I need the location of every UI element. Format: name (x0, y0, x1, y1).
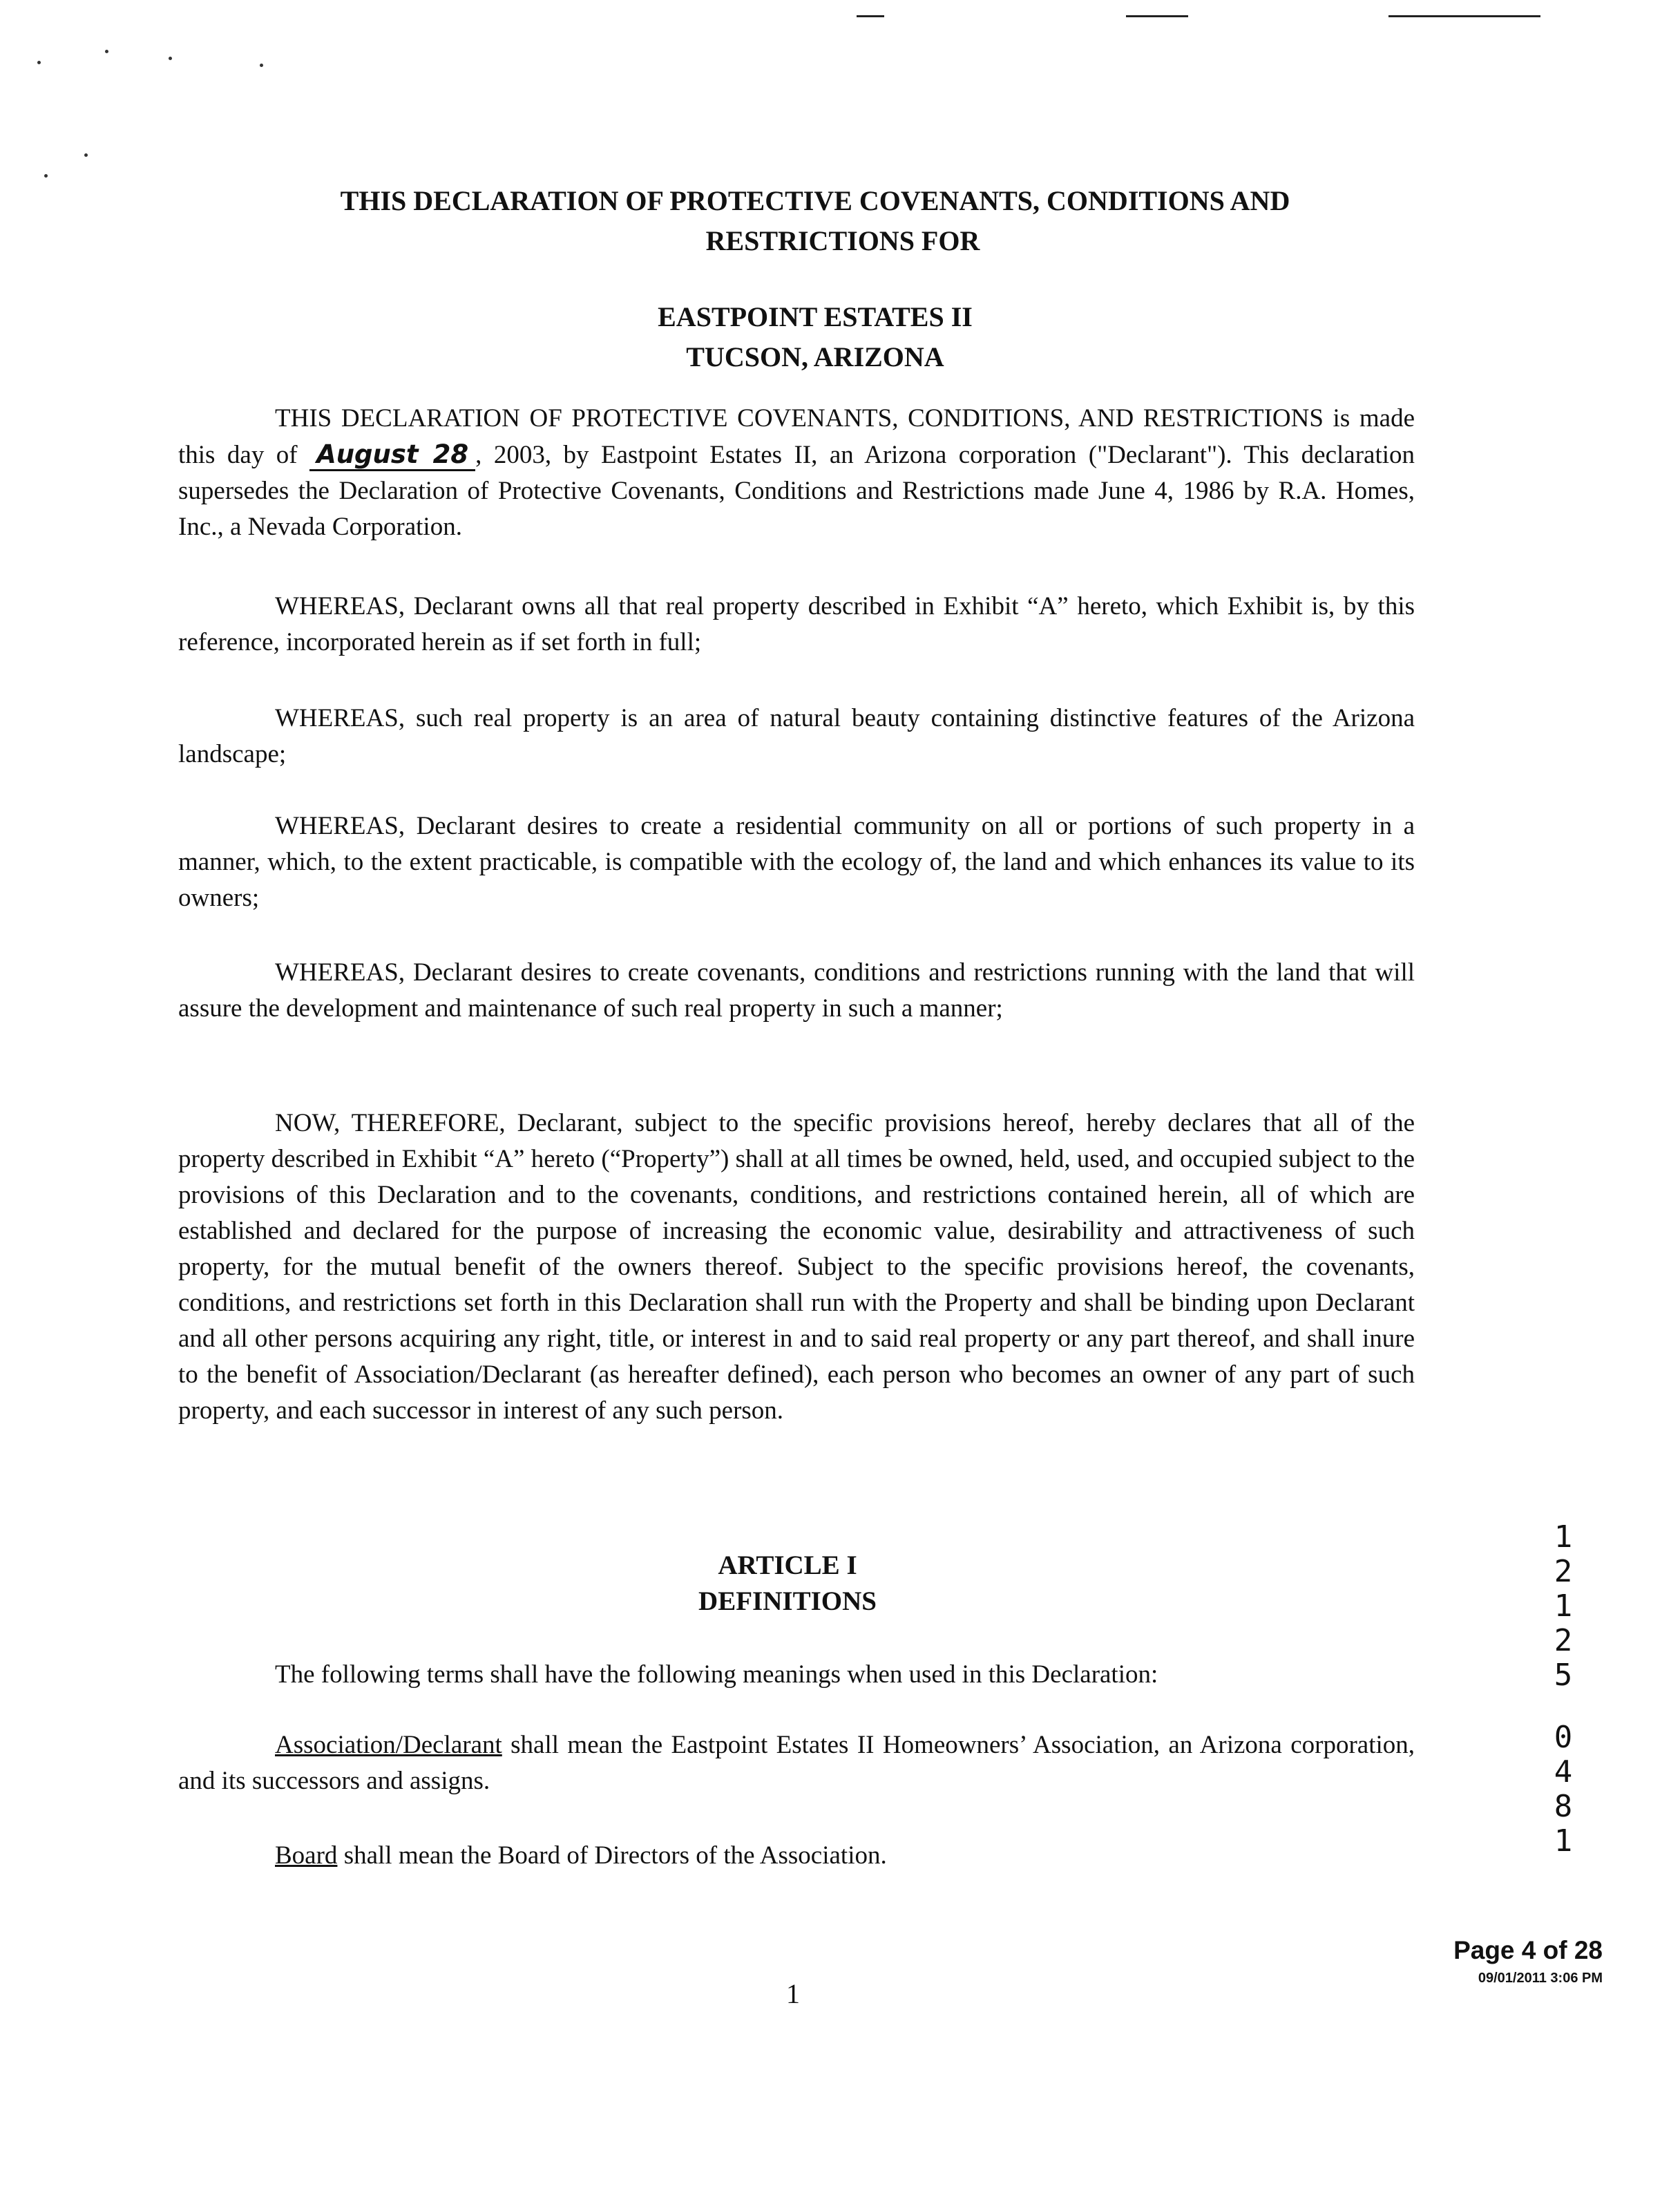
subdivision-name: EASTPOINT ESTATES II (658, 301, 973, 332)
handwritten-date: August 28 (309, 439, 475, 471)
whereas-text: WHEREAS, Declarant owns all that real property described in Exhibit “A” hereto, which Exhibit is, by this reference, incorporated herein as if set forth in full; (178, 592, 1415, 656)
definition-item (178, 1838, 1415, 1874)
now-therefore-text: NOW, THEREFORE, Declarant, subject to the specific provisions hereof, hereby declares that all of the property described in Exhibit “A” hereto (“Property”) shall at all times be owned, held, used, and occupied subject to the provisions of this Declaration and to the covenants, conditions, and restrictions contained herein, all of which are established and declared for the purpose of increasing the economic value, desirability and attractiveness of such property, for the mutual benefit of the owners thereof. Subject to the specific provisions hereof, the covenants, conditions, and restrictions set forth in this Declaration shall run with the Property and shall be binding upon Declarant and all other persons acquiring any right, title, or interest in and to said real property or any part thereof, and shall inure to the benefit of Association/Declarant (as hereafter defined), each person who becomes an owner of any part of such property, and each successor in interest of any such person. (178, 1109, 1415, 1425)
recording-digit: 1 (1554, 1519, 1573, 1555)
definition-text: shall mean the Eastpoint Estates II Homeowners’ Association, an Arizona corporation, and its successors and assigns. (178, 1731, 1415, 1795)
recording-digit: 1 (1554, 1823, 1573, 1859)
scan-speck (37, 61, 41, 64)
scan-speck (169, 57, 172, 60)
definition-term: Board (275, 1841, 338, 1870)
intro-text-before: THIS DECLARATION OF PROTECTIVE COVENANTS, CONDITIONS, AND RESTRICTIONS is made this day of (178, 404, 1415, 469)
whereas-clause (178, 589, 1415, 661)
now-therefore-paragraph (178, 1106, 1415, 1429)
declaration-title: THIS DECLARATION OF PROTECTIVE COVENANTS, CONDITIONS AND (340, 185, 1290, 216)
article-number: ARTICLE I (718, 1550, 857, 1580)
recording-digit: 2 (1554, 1554, 1573, 1589)
recording-digit: 2 (1554, 1623, 1573, 1658)
page-count-stamp: Page 4 of 28 (1453, 1936, 1603, 1964)
whereas-clause (178, 808, 1415, 916)
scan-speck (44, 174, 48, 178)
whereas-clause (178, 955, 1415, 1027)
recording-number (1546, 1520, 1581, 1859)
scan-speck (84, 153, 88, 157)
recording-digit: 5 (1554, 1658, 1573, 1693)
recording-digit: 4 (1554, 1754, 1573, 1790)
whereas-text: WHEREAS, Declarant desires to create a residential community on all or portions of such property in a manner, which, to the extent practicable, is compatible with the ecology of, the land and which enhances its value to its owners; (178, 812, 1415, 912)
definitions-intro (178, 1657, 1415, 1693)
city-state: TUCSON, ARIZONA (686, 341, 944, 372)
article-title: DEFINITIONS (698, 1586, 877, 1616)
recording-digit: 0 (1554, 1720, 1573, 1755)
definitions-intro-text: The following terms shall have the following meanings when used in this Declaration: (275, 1660, 1158, 1689)
recording-digit: 8 (1554, 1789, 1573, 1824)
intro-text-after: , 2003, by Eastpoint Estates II, an Arizona corporation ("Declarant"). This declaration supersedes the Declaration of Protective Covenants, Conditions and Restrictions made June 4, 1986 by R.A. Homes, Inc., a Nevada Corporation. (178, 441, 1415, 541)
definition-item (178, 1727, 1415, 1799)
article-heading (594, 1548, 981, 1620)
scan-speck (105, 50, 108, 53)
print-timestamp: 09/01/2011 3:06 PM (1478, 1971, 1603, 1986)
declaration-title-line2: RESTRICTIONS FOR (705, 225, 980, 256)
spacer (1546, 1693, 1581, 1720)
definition-term: Association/Declarant (275, 1731, 502, 1759)
scan-artifact-line (1388, 15, 1540, 17)
scan-artifact-line (857, 15, 884, 17)
whereas-clause (178, 701, 1415, 772)
scan-artifact-line (1126, 15, 1188, 17)
definition-text: shall mean the Board of Directors of the Association. (337, 1841, 887, 1870)
intro-paragraph (178, 401, 1415, 545)
recording-digit: 1 (1554, 1588, 1573, 1624)
scan-speck (260, 64, 263, 67)
whereas-text: WHEREAS, such real property is an area of natural beauty containing distinctive features of the Arizona landscape; (178, 704, 1415, 768)
page-number: 1 (786, 1978, 800, 2009)
whereas-text: WHEREAS, Declarant desires to create covenants, conditions and restrictions running with the land that will assure the development and maintenance of such real property in such a manner; (178, 958, 1415, 1023)
